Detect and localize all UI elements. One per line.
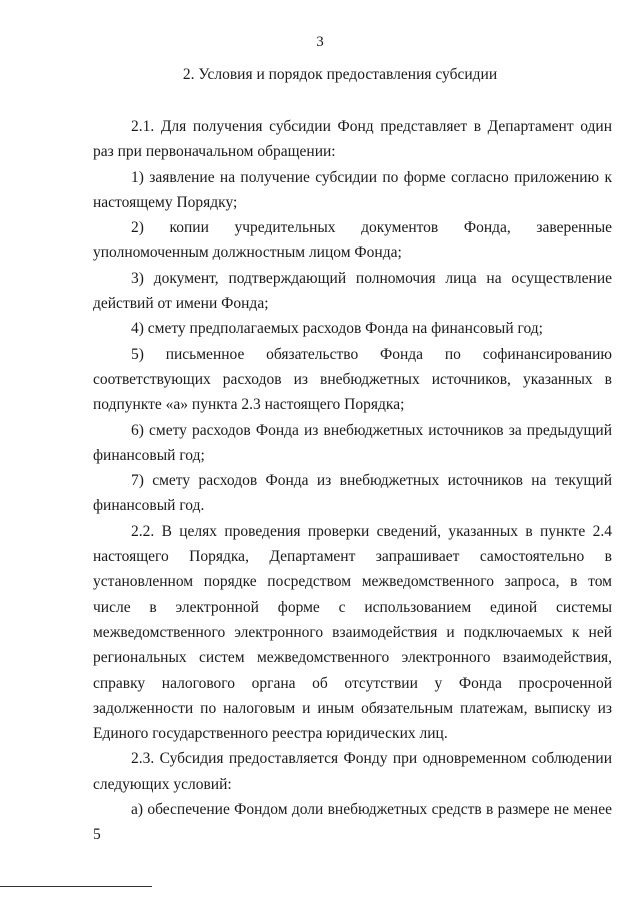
list-item-6: 6) смету расходов Фонда из внебюджетных источников за предыдущий финансовый год; — [93, 421, 612, 464]
page-number: 3 — [316, 34, 324, 50]
list-item-7: 7) смету расходов Фонда из внебюджетных источников на текущий финансовый год. — [93, 472, 612, 515]
list-item-4: 4) смету предполагаемых расходов Фонда на финансовый год; — [131, 320, 543, 338]
list-item-3: 3) документ, подтверждающий полномочия лица на осуществление действий от имени Фонда; — [93, 269, 612, 313]
section-title: 2. Условия и порядок предоставления субсидии — [182, 66, 498, 83]
list-item-5: 5) письменное обязательство Фонда по софинансированию соответствующих расходов из внебюджетных источников, указанных в подпункте «а» пункта 2.3 настоящего Порядка; — [93, 345, 612, 414]
list-item-a: а) обеспечение Фондом доли внебюджетных средств в размере не менее 5 — [93, 801, 612, 844]
list-item-1: 1) заявление на получение субсидии по форме согласно приложению к настоящему Порядку; — [93, 168, 612, 211]
paragraph-2-1: 2.1. Для получения субсидии Фонд представляет в Департамент один раз при первоначальном обращении: — [93, 118, 612, 161]
list-item-2: 2) копии учредительных документов Фонда, заверенные уполномоченным должностным лицом Фонда; — [93, 219, 612, 262]
document-body — [93, 114, 612, 848]
paragraph-2-2: 2.2. В целях проведения проверки сведений, указанных в пункте 2.4 настоящего Порядка, Департамент запрашивает самостоятельно в установленном порядке посредством межведомственного запроса, в том числе в электронной форме с использованием единой системы межведомственного электронного взаимодействия и подключаемых к ней региональных систем межведомственного электронного взаимодействия, справку налогового органа об отсутствии у Фонда просроченной задолженности по налоговым и иным обязательным платежам, выписку из Единого государственного реестра юридических лиц. — [93, 522, 612, 743]
footnote-divider — [0, 886, 152, 887]
paragraph-2-3: 2.3. Субсидия предоставляется Фонду при одновременном соблюдении следующих условий: — [93, 750, 612, 793]
